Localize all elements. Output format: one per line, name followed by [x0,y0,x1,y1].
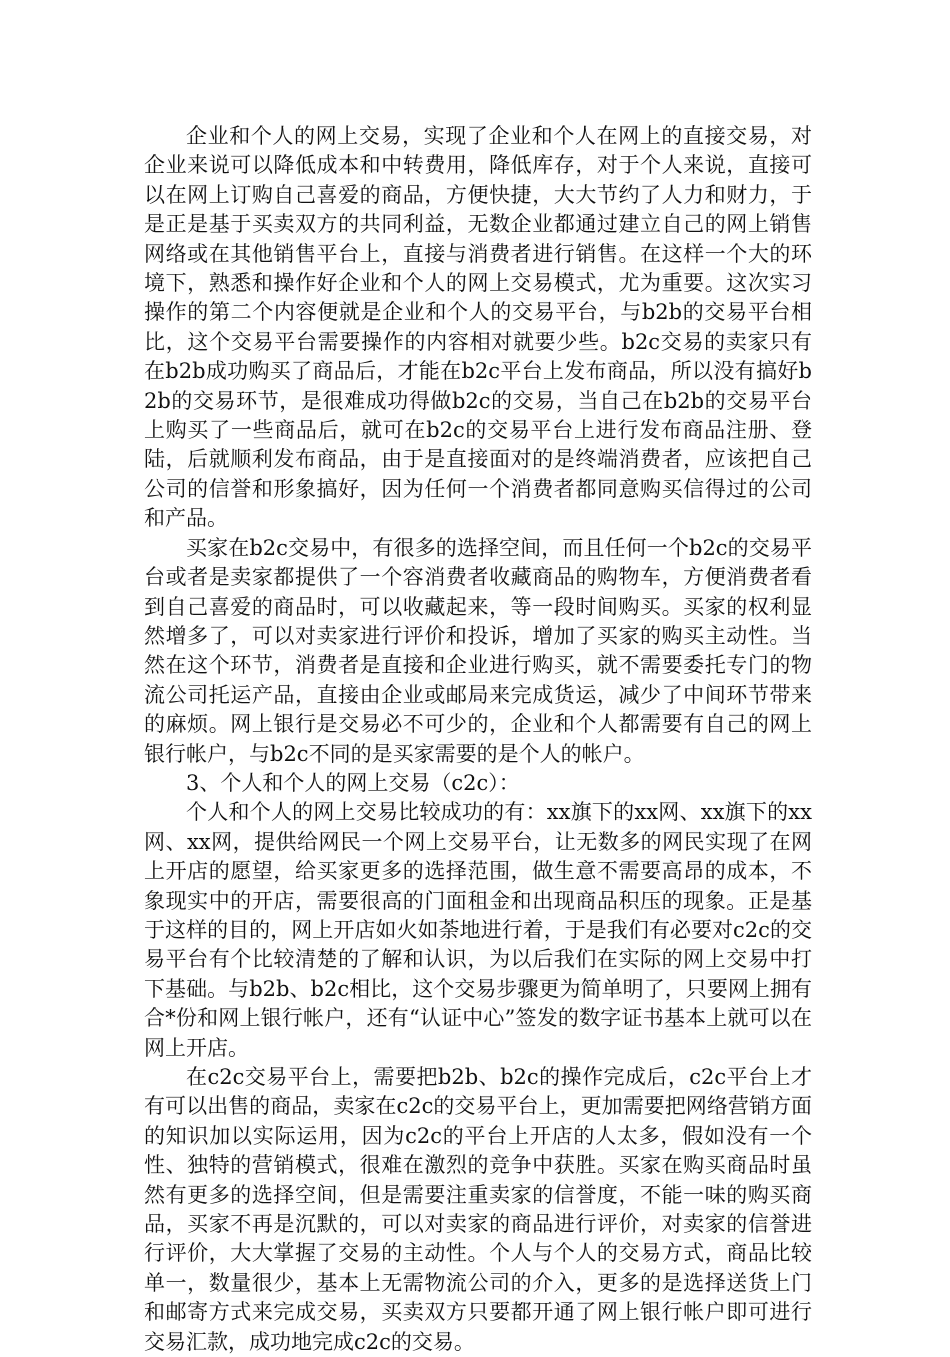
paragraph-c2c-platform: 在c2c交易平台上，需要把b2b、b2c的操作完成后，c2c平台上才有可以出售的商品，卖家在c2c的交易平台上，更加需要把网络营销方面的知识加以实际运用，因为c2c的平台上开店的人太多，假如没有一个性、独特的营销模式，很难在激烈的竞争中获胜。买家在购买商品时虽然有更多的选择空间，但是需要注重卖家的信誉度，不能一味的购买商品，买家不再是沉默的，可以对卖家的商品进行评价，对卖家的信誉进行评价，大大掌握了交易的主动性。个人与个人的交易方式，商品比较单一，数量很少，基本上无需物流公司的介入，更多的是选择送货上门和邮寄方式来完成交易，买卖双方只要都开通了网上银行帐户即可进行交易汇款，成功地完成c2c的交易。 [144,1065,812,1354]
paragraph-b2c-overview: 企业和个人的网上交易，实现了企业和个人在网上的直接交易，对企业来说可以降低成本和中转费用，降低库存，对于个人来说，直接可以在网上订购自己喜爱的商品，方便快捷，大大节约了人力和财力，于是正是基于买卖双方的共同利益，无数企业都通过建立自己的网上销售网络或在其他销售平台上，直接与消费者进行销售。在这样一个大的环境下，熟悉和操作好企业和个人的网上交易模式，尤为重要。这次实习操作的第二个内容便就是企业和个人的交易平台，与b2b的交易平台相比，这个交易平台需要操作的内容相对就要少些。b2c交易的卖家只有在b2b成功购买了商品后，才能在b2c平台上发布商品，所以没有搞好b2b的交易环节，是很难成功得做b2c的交易，当自己在b2b的交易平台上购买了一些商品后，就可在b2c的交易平台上进行发布商品注册、登陆，后就顺利发布商品，由于是直接面对的是终端消费者，应该把自己公司的信誉和形象搞好，因为任何一个消费者都同意购买信得过的公司和产品。 [144,124,812,531]
section-heading-c2c: 3、个人和个人的网上交易（c2c）： [186,770,520,795]
document-body [144,122,812,1357]
paragraph-c2c-overview: 个人和个人的网上交易比较成功的有：xx旗下的xx网、xx旗下的xx网、xx网，提供给网民一个网上交易平台，让无数多的网民实现了在网上开店的愿望，给买家更多的选择范围，做生意不需要高昂的成本，不象现实中的开店，需要很高的门面租金和出现商品积压的现象。正是基于这样的目的，网上开店如火如荼地进行着，于是我们有必要对c2c的交易平台有个比较清楚的了解和认识，为以后我们在实际的网上交易中打下基础。与b2b、b2c相比，这个交易步骤更为简单明了，只要网上拥有合*份和网上银行帐户，还有“认证中心”签发的数字证书基本上就可以在网上开店。 [144,800,812,1060]
paragraph-b2c-buyer: 买家在b2c交易中，有很多的选择空间，而且任何一个b2c的交易平台或者是卖家都提供了一个容消费者收藏商品的购物车，方便消费者看到自己喜爱的商品时，可以收藏起来，等一段时间购买。买家的权利显然增多了，可以对卖家进行评价和投诉，增加了买家的购买主动性。当然在这个环节，消费者是直接和企业进行购买，就不需要委托专门的物流公司托运产品，直接由企业或邮局来完成货运，减少了中间环节带来的麻烦。网上银行是交易必不可少的，企业和个人都需要有自己的网上银行帐户，与b2c不同的是买家需要的是个人的帐户。 [144,535,812,766]
